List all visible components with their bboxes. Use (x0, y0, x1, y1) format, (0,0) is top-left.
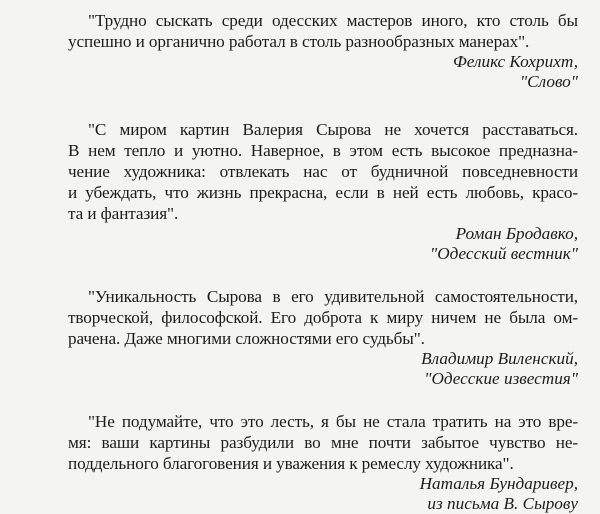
quote-line: "Уникальность Сырова в его удивительной самостоятельности, (88, 287, 578, 306)
quote-block-brodavko (48, 119, 578, 264)
quote-line: та и фантазия". (68, 204, 179, 223)
quote-text (48, 119, 578, 224)
quote-text (48, 411, 578, 474)
quote-line: успешно и органично работал в столь разнообразных манерах". (68, 32, 530, 51)
quote-line: мя: ваши картины разбудили во мне почти забытое чувство не- (68, 433, 578, 452)
author-name: Роман Бродавко, (455, 224, 578, 243)
source-name: "Одесские известия" (424, 369, 578, 388)
quote-block-bundariver (48, 411, 578, 514)
quote-line: поддельного благоговения и уважения к ремеслу художника". (68, 454, 514, 473)
quote-line: творческой, философской. Его доброта к миру ничем не была ом- (68, 308, 578, 327)
author-name: Наталья Бундаривер, (419, 474, 578, 493)
source-name: "Слово" (519, 72, 578, 91)
quote-line: рачена. Даже многими сложностями его судьбы". (68, 329, 425, 348)
attribution (48, 349, 578, 389)
quote-line: "Не подумайте, что это лесть, я бы не стала тратить на это вре- (88, 412, 578, 431)
attribution (48, 52, 578, 92)
attribution (48, 474, 578, 514)
quote-line: "Трудно сыскать среди одесских мастеров иного, кто столь бы (88, 11, 578, 30)
attribution (48, 224, 578, 264)
quote-line: чение художника: отвлекать нас от будничной повседневности (68, 162, 578, 181)
source-name: "Одесский вестник" (430, 244, 578, 263)
quote-line: "С миром картин Валерия Сырова не хочется расставаться. (88, 120, 578, 139)
quote-text (48, 10, 578, 52)
quote-line: и убеждать, что жизнь прекрасна, если в ней есть любовь, красо- (68, 183, 578, 202)
author-name: Феликс Кохрихт, (452, 52, 578, 71)
quote-text (48, 286, 578, 349)
source-name: из письма В. Сырову (427, 494, 578, 513)
quote-block-kokhrikht (48, 10, 578, 92)
quote-block-vilensky (48, 286, 578, 389)
author-name: Владимир Виленский, (421, 349, 578, 368)
quote-line: В нем тепло и уютно. Наверное, в этом есть высокое предназна- (68, 141, 578, 160)
